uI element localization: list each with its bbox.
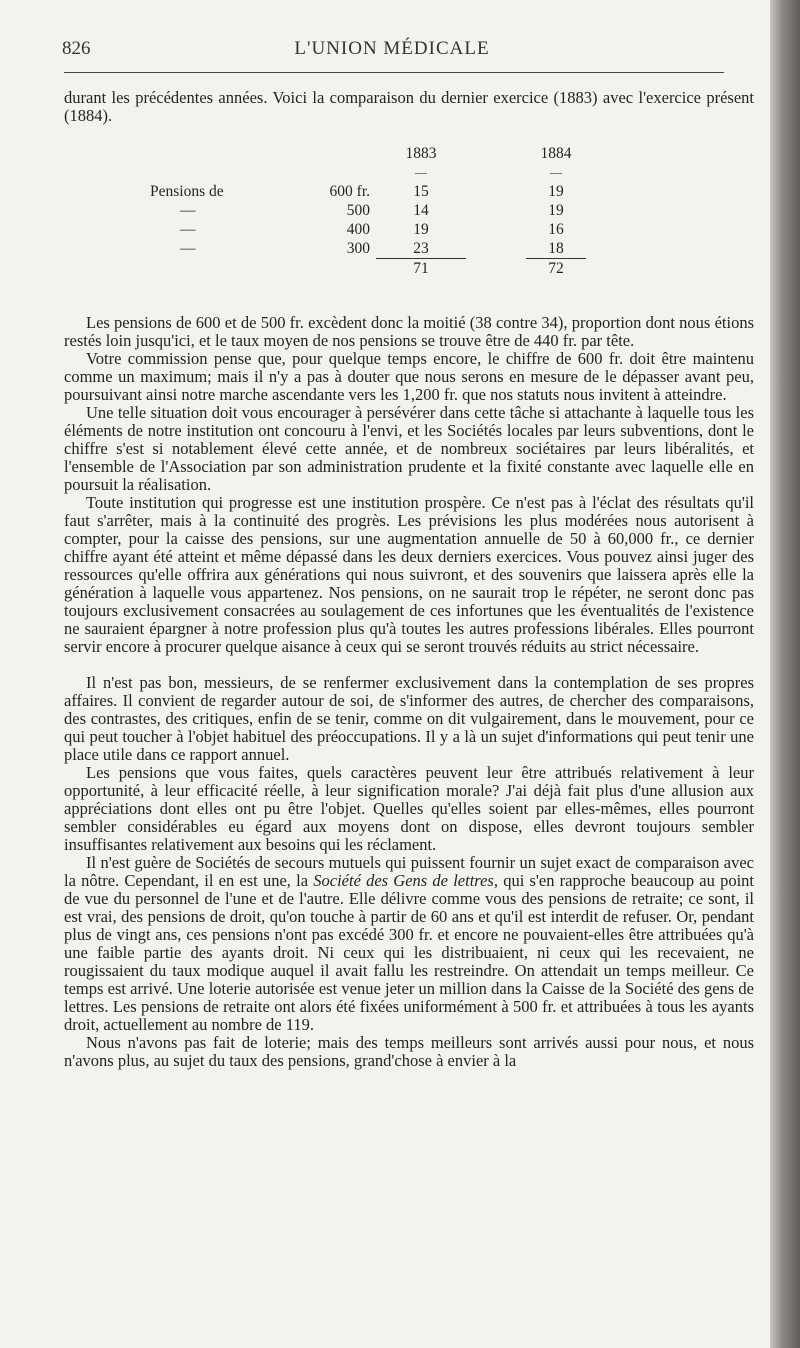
header-year-1884: 1884 bbox=[540, 144, 572, 162]
total-1883: 71 bbox=[376, 259, 466, 279]
table-row bbox=[150, 239, 586, 259]
row-value-1883: 23 bbox=[413, 239, 429, 257]
table-total-row bbox=[150, 259, 586, 279]
header-dash-1884: — bbox=[550, 165, 562, 179]
row-value-1883: 14 bbox=[413, 201, 429, 219]
header-year-1883: 1883 bbox=[405, 144, 437, 162]
table-row bbox=[150, 220, 586, 239]
paragraph: Il n'est pas bon, messieurs, de se renfermer exclusivement dans la contemplation de ses propres affaires. Il convient de regarder autour de soi, de s'informer des autres, de chercher des comparaisons, des contrastes, des critiques, enfin de se tenir, comme on dit vulgairement, dans le mouvement, pour ce qui peut toucher à l'objet habituel des préoccupations. Il y a là un sujet d'informations qui peut tenir une place utile dans ce rapport annuel. bbox=[64, 673, 754, 764]
paragraph: Les pensions que vous faites, quels caractères peuvent leur être attribués relativement à leur opportunité, à leur efficacité réelle, à leur signification morale? J'ai déjà fait plus d'une allusion aux appréciations dont elles ont pu être l'objet. Quelles qu'elles soient par elles-mêmes, elles pourront sembler considérables eu égard aux moyens dont on dispose, elles devront toujours sembler insuffisantes relativement aux besoins qui les réclament. bbox=[64, 763, 754, 854]
pensions-comparison-table bbox=[150, 144, 586, 278]
ditto-dash: — bbox=[180, 201, 196, 219]
row-value-1883: 15 bbox=[413, 182, 429, 200]
total-1884: 72 bbox=[526, 259, 586, 279]
header-rule bbox=[64, 72, 724, 73]
paragraph: Une telle situation doit vous encourager à persévérer dans cette tâche si attachante à laquelle tous les éléments de notre institution ont concouru à l'envi, et les Sociétés locales par leurs subventions, dont le chiffre s'est si notablement élevé cette année, et de nombreux sociétaires par leurs libéralités, et l'ensemble de l'Association par son administration prudente et la fixité constante avec laquelle elle en poursuit la réalisation. bbox=[64, 403, 754, 494]
paragraph: Toute institution qui progresse est une institution prospère. Ce n'est pas à l'éclat des résultats qu'il faut s'arrêter, mais à la continuité des progrès. Les prévisions les plus modérées nous autorisent à compter, pour la caisse des pensions, sur une augmentation annuelle de 50 à 60,000 fr., ce dernier chiffre ayant été atteint et même dépassé dans les deux derniers exercices. Vous pouvez ainsi juger des ressources qu'elle offrira aux générations qui nous suivront, et des souvenirs que laissera après elle la génération à laquelle vous appartenez. Nos pensions, on ne saurait trop le répéter, ne seront donc pas toujours exclusivement consacrées au soulagement de ces infortunes que les éventualités de l'existence ne sauraient épargner à notre profession plus qu'à toutes les autres professions libérales. Elles pourront servir encore à procurer quelque aisance à ceux qui se seront trouvés réduits au strict nécessaire. bbox=[64, 493, 754, 656]
row-value-1884: 19 bbox=[548, 182, 564, 200]
societe-text-after: qui s'en rapproche beaucoup au point de vue du personnel de l'une et de l'autre. Elle délivre comme vous des pensions de retraite; ce sont, il est vrai, des pensions de droit, qu'on touche à partir de 60 ans et qu'il est interdit de refuser. Or, pendant plus de vingt ans, ces pensions n'ont pas excédé 300 fr. et encore ne pouvaient-elles être attribuées qu'à une faible partie des ayants droit. Ni ceux qui les distribuaient, ni ceux qui les recevaient, ne rougissaient du taux modique auquel il avait fallu les restreindre. On attendait un temps meilleur. Ce temps est arrivé. Une loterie autorisée est venue jeter un million dans la Caisse de la Société des gens de lettres. Les pensions de retraite ont alors été fixées uniformément à 500 fr. et attribuées à tous les ayants droit, actuellement au nombre de 119. bbox=[64, 871, 754, 1034]
page-number: 826 bbox=[62, 38, 91, 59]
row-label: Pensions de bbox=[150, 182, 224, 200]
section-gap bbox=[64, 656, 754, 674]
societe-name-italic: Société des Gens de lettres, bbox=[313, 871, 498, 890]
row-value-1884: 16 bbox=[548, 220, 564, 238]
ditto-dash: — bbox=[180, 220, 196, 238]
table-row bbox=[150, 201, 586, 220]
paragraph: Les pensions de 600 et de 500 fr. excèdent donc la moitié (38 contre 34), proportion dont nous étions restés loin jusqu'ici, et le taux moyen de nos pensions se trouve être de 440 fr. par tête. bbox=[64, 313, 754, 350]
paragraph: Votre commission pense que, pour quelque temps encore, le chiffre de 600 fr. doit être maintenu comme un maximum; mais il n'y a pas à douter que nous serons en mesure de le dépasser avant peu, poursuivant ainsi notre marche ascendante vers les 1,200 fr. que nos statuts nous invitent à atteindre. bbox=[64, 349, 754, 404]
row-value-1884: 19 bbox=[548, 201, 564, 219]
row-amount: 500 bbox=[346, 201, 370, 219]
paragraph-societe-gens-de-lettres bbox=[64, 854, 754, 1034]
journal-title: L'UNION MÉDICALE bbox=[294, 38, 490, 59]
row-amount: 600 fr. bbox=[329, 182, 370, 200]
row-amount: 400 bbox=[346, 220, 370, 238]
header-dash-1883: — bbox=[415, 165, 427, 179]
row-amount: 300 bbox=[346, 239, 370, 257]
body-text bbox=[64, 314, 754, 1070]
societe-text-before: Il n'est guère de Sociétés de secours mutuels qui puissent fournir un sujet exact de comparaison avec la nôtre. Cependant, il en est une, la bbox=[64, 853, 754, 890]
table-row bbox=[150, 182, 586, 201]
ditto-dash: — bbox=[180, 239, 196, 257]
intro-text: durant les précédentes années. Voici la comparaison du dernier exercice (1883) avec l'exercice présent (1884). bbox=[64, 88, 754, 125]
table-header-row bbox=[150, 144, 586, 163]
table-header-dash-row bbox=[150, 163, 586, 182]
row-value-1884: 18 bbox=[548, 239, 564, 257]
row-value-1883: 19 bbox=[413, 220, 429, 238]
page-edge-shadow bbox=[770, 0, 800, 1348]
paragraph-last: Nous n'avons pas fait de loterie; mais des temps meilleurs sont arrivés aussi pour nous, et nous n'avons plus, au sujet du taux des pensions, grand'chose à envier à la bbox=[64, 1033, 754, 1070]
running-head bbox=[62, 38, 722, 68]
intro-paragraph bbox=[64, 89, 754, 125]
